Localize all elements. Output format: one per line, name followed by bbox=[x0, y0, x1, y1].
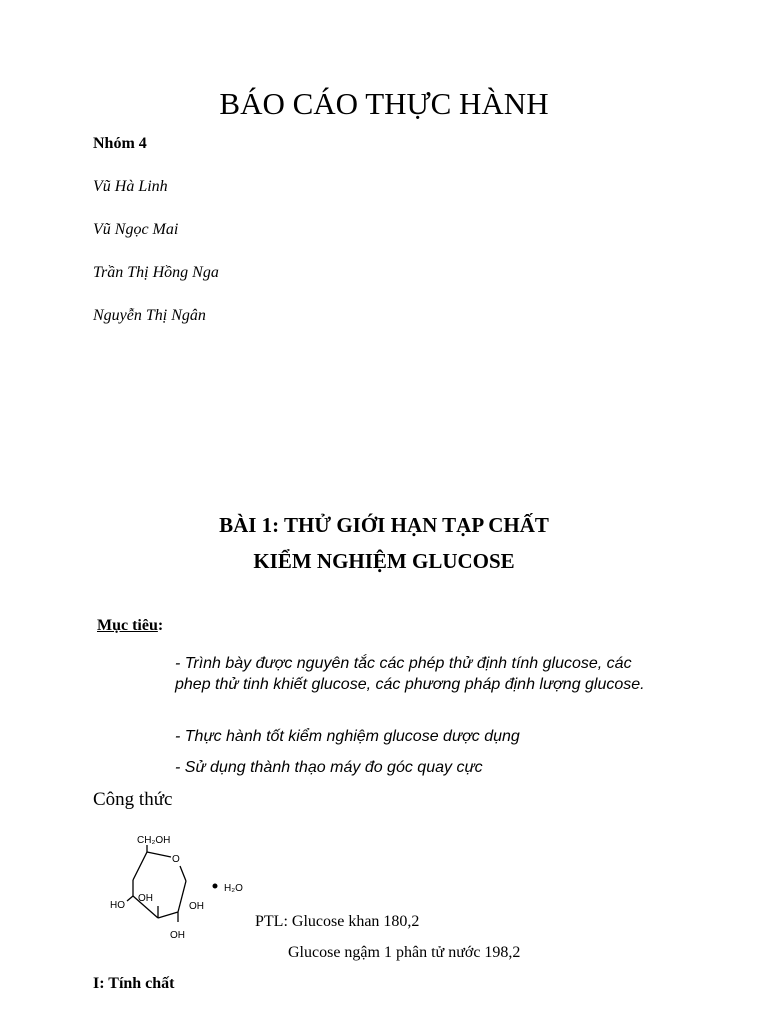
lesson-title: BÀI 1: THỬ GIỚI HẠN TẠP CHẤT bbox=[219, 513, 549, 537]
ch2oh-label: CH₂OH bbox=[137, 835, 171, 846]
group-label: Nhóm 4 bbox=[93, 135, 147, 152]
objective-item: - Sử dụng thành thạo máy đo góc quay cực bbox=[175, 759, 483, 776]
member-name: Nguyễn Thị Ngân bbox=[93, 307, 206, 324]
objectives-label-text: Mục tiêu bbox=[97, 617, 158, 634]
objective-item: - Trình bày được nguyên tắc các phép thử định tính glucose, các phep thử tinh khiết glucose, các phương pháp định lượng glucose. bbox=[175, 655, 645, 693]
ring-oxygen-label: O bbox=[172, 854, 180, 865]
formula-label: Công thức bbox=[93, 789, 173, 810]
glucose-structure-diagram bbox=[100, 826, 250, 946]
oh-right-label: OH bbox=[189, 901, 204, 912]
objectives-label bbox=[97, 617, 163, 635]
member-name: Trần Thị Hồng Nga bbox=[93, 264, 219, 281]
oh-bottom-label: OH bbox=[170, 930, 185, 941]
member-name: Vũ Ngọc Mai bbox=[93, 221, 179, 238]
objective-item: - Thực hành tốt kiểm nghiệm glucose dược dụng bbox=[175, 728, 520, 745]
page-title: BÁO CÁO THỰC HÀNH bbox=[219, 86, 549, 121]
objectives-label-colon: : bbox=[157, 617, 164, 634]
oh-inner-label: OH bbox=[138, 893, 153, 904]
section-heading: I: Tính chất bbox=[93, 975, 175, 992]
molecular-weight-hydrate: Glucose ngậm 1 phân tử nước 198,2 bbox=[288, 944, 521, 961]
molecular-weight-anhydrous: PTL: Glucose khan 180,2 bbox=[255, 913, 420, 930]
water-label: H₂O bbox=[224, 883, 243, 894]
hydrate-dot bbox=[213, 884, 218, 889]
lesson-subtitle: KIỂM NGHIỆM GLUCOSE bbox=[253, 549, 515, 573]
member-name: Vũ Hà Linh bbox=[93, 178, 168, 195]
ho-label: HO bbox=[110, 900, 125, 911]
